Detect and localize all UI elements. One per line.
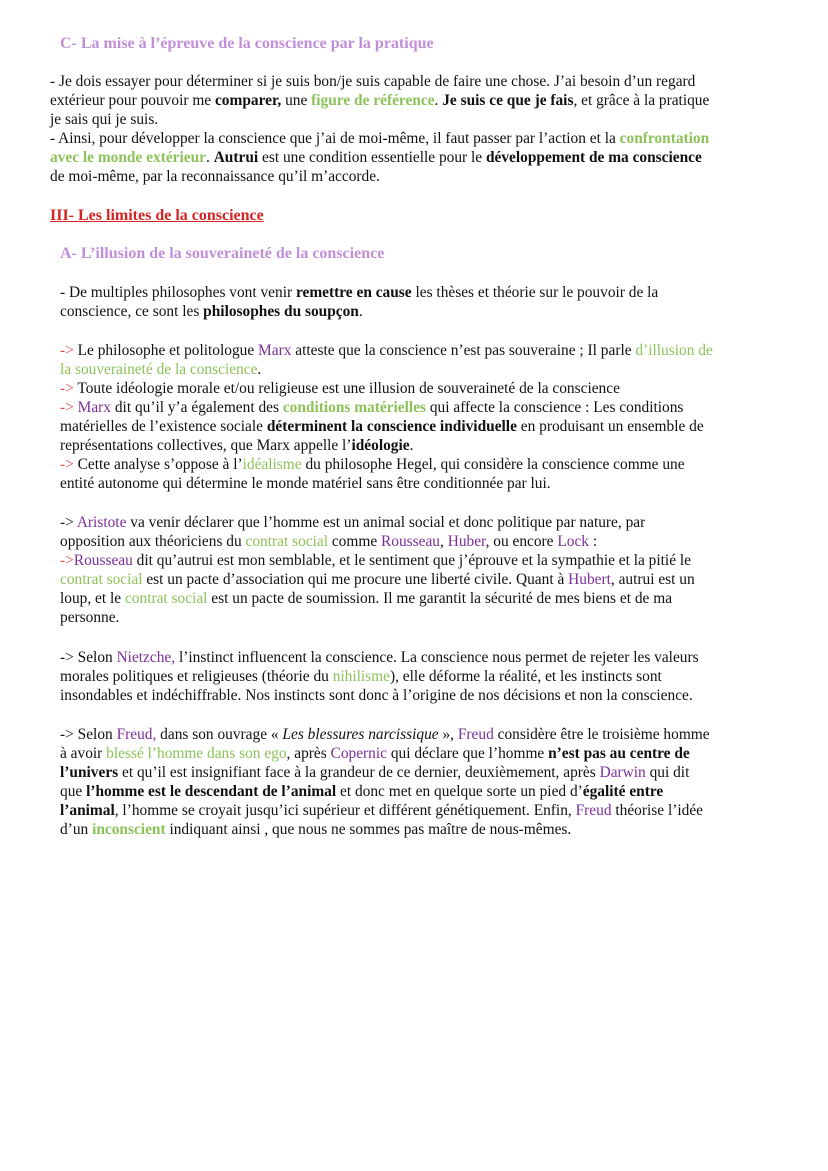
text-run: -> (60, 514, 77, 531)
text-line (50, 110, 158, 129)
text-run-p: Rousseau (381, 533, 440, 550)
text-run-g: contrat social (124, 590, 208, 607)
text-run-b: remettre en cause (295, 284, 412, 301)
text-run: morales politiques et religieuses (théorie du (60, 668, 333, 685)
text-run-b: développement de ma conscience (485, 149, 702, 166)
text-run: , après (286, 745, 331, 762)
text-run: , autrui est un (610, 571, 695, 588)
text-line (60, 820, 571, 839)
text-line (60, 417, 704, 436)
text-line (60, 379, 620, 398)
text-line (60, 360, 261, 379)
text-run: je sais qui je suis. (50, 111, 159, 128)
text-run: une (281, 92, 312, 109)
text-run: . (205, 149, 214, 166)
text-run-p: Huber (447, 533, 486, 550)
text-line (60, 744, 690, 763)
text-run: opposition aux théoriciens du (60, 533, 246, 550)
text-run-i: Les blessures narcissique (282, 726, 439, 743)
text-run-p: Darwin (599, 764, 646, 781)
text-run: loup, et le (60, 590, 125, 607)
text-run: qui affecte la conscience : Les conditions (426, 399, 684, 416)
text-run-b: déterminent la conscience individuelle (266, 418, 517, 435)
text-run-g: d’illusion de (635, 342, 713, 359)
text-line (60, 667, 662, 686)
text-run-b: comparer, (214, 92, 282, 109)
text-run-g: idéalisme (242, 456, 302, 473)
text-line (60, 782, 663, 801)
text-run: . (409, 437, 414, 454)
text-run: - Je dois essayer pour déterminer si je suis bon/je suis capable de faire une chose. J’ai besoin d’un regard (50, 73, 696, 90)
text-run-p: Freud, (116, 726, 157, 743)
text-run-gb: avec le monde extérieur (50, 149, 206, 166)
text-run: . (434, 92, 443, 109)
text-run-gb: conditions matérielles (282, 399, 427, 416)
text-run: dit qu’autrui est mon semblable, et le sentiment que j’éprouve et la sympathie et la pitié le (132, 552, 691, 569)
text-run-p: Lock (557, 533, 589, 550)
text-run-g: nihilisme (332, 668, 390, 685)
text-run-b: égalité entre (582, 783, 664, 800)
text-run-p: Freud (575, 802, 612, 819)
text-run-r: -> (60, 456, 78, 473)
text-run: . (358, 303, 363, 320)
text-run-g: contrat social (60, 571, 143, 588)
text-run: indiquant ainsi , que nous ne sommes pas maître de nous-mêmes. (165, 821, 572, 838)
text-run-gb: inconscient (92, 821, 166, 838)
text-run: à avoir (60, 745, 107, 762)
text-run-p: Freud (457, 726, 494, 743)
text-run-r: -> (60, 399, 78, 416)
text-line (50, 72, 695, 91)
text-run: , et grâce à la pratique (573, 92, 710, 109)
text-line (50, 91, 709, 110)
text-run-p: Aristote (76, 514, 127, 531)
text-run-g: la souveraineté de la conscience (60, 361, 258, 378)
text-run: du philosophe Hegel, qui considère la conscience comme une (301, 456, 685, 473)
text-run-b: idéologie (351, 437, 410, 454)
text-run: : (588, 533, 598, 550)
text-run-gb: confrontation (619, 130, 710, 147)
text-line (50, 129, 709, 148)
text-run-p: Rousseau (73, 552, 133, 569)
text-run: qui dit (645, 764, 690, 781)
text-run: insondables et indéchiffrable. Nos instincts sont donc à l’origine de nos décisions et non la conscience. (60, 687, 693, 704)
text-run: , l’homme se croyait jusqu’ici supérieur et différent génétiquement. Enfin, (114, 802, 576, 819)
text-run: l’instinct influencent la conscience. La conscience nous permet de rejeter les valeurs (175, 649, 699, 666)
text-run: va venir déclarer que l’homme est un animal social et donc politique par nature, par (126, 514, 646, 531)
text-line (60, 455, 685, 474)
text-run-b: n’est pas au centre de (548, 745, 690, 762)
text-run: personne. (60, 609, 120, 626)
text-run-g: blessé l’homme dans son ego (106, 745, 287, 762)
text-run: , ou encore (485, 533, 558, 550)
text-run: considère être le troisième homme (493, 726, 710, 743)
text-run: , (440, 533, 448, 550)
text-run: -> Selon (60, 726, 117, 743)
text-run-b: philosophes du soupçon (203, 303, 359, 320)
text-run-p: Copernic (330, 745, 387, 762)
text-line (60, 341, 713, 360)
text-run: comme (328, 533, 381, 550)
text-run-p: Marx (258, 342, 292, 359)
text-run: les thèses et théorie sur le pouvoir de la (411, 284, 659, 301)
text-line (60, 801, 703, 820)
text-run: que (60, 783, 87, 800)
text-line (60, 302, 363, 321)
text-run: de moi-même, par la reconnaissance qu’il m’accorde. (50, 168, 380, 185)
text-run-b: l’univers (60, 764, 119, 781)
text-run: Cette analyse s’oppose à l’ (77, 456, 243, 473)
text-run: Le philosophe et politologue (77, 342, 259, 359)
text-run-b: l’animal (60, 802, 115, 819)
text-run-b: Je suis ce que je fais (442, 92, 574, 109)
text-run: - Ainsi, pour développer la conscience que j’ai de moi-même, il faut passer par l’action et la (50, 130, 620, 147)
text-line (60, 608, 119, 627)
text-run: est un pacte de soumission. Il me garantit la sécurité de mes biens et de ma (207, 590, 673, 607)
text-run-b: Autrui (213, 149, 259, 166)
text-line (60, 283, 658, 302)
text-line (60, 474, 551, 493)
text-run: représentations collectives, que Marx appelle l’ (60, 437, 352, 454)
text-run: atteste que la conscience n’est pas souveraine ; Il parle (291, 342, 636, 359)
text-run: entité autonome qui détermine le monde matériel sans être conditionnée par lui. (60, 475, 551, 492)
text-line (60, 725, 710, 744)
text-run-p: Nietzche, (116, 649, 176, 666)
text-line (60, 551, 691, 570)
text-line (60, 763, 689, 782)
text-run: Toute idéologie morale et/ou religieuse est une illusion de souveraineté de la conscience (77, 380, 620, 397)
heading-section-c: C- La mise à l’épreuve de la conscience par la pratique (60, 35, 434, 52)
text-line (60, 398, 683, 417)
text-run: extérieur pour pouvoir me (50, 92, 215, 109)
text-line (60, 532, 597, 551)
heading-part-iii: III- Les limites de la conscience (50, 207, 264, 224)
text-run: -> Selon (60, 649, 117, 666)
text-line (50, 148, 702, 167)
text-run: d’un (60, 821, 93, 838)
text-run: est un pacte d’association qui me procure une liberté civile. Quant à (142, 571, 569, 588)
text-run-p: Hubert (568, 571, 611, 588)
text-run-r: -> (60, 342, 78, 359)
text-run: et qu’il est insignifiant face à la grandeur de ce dernier, deuxièmement, après (118, 764, 600, 781)
text-run-p: Marx (77, 399, 111, 416)
text-line (60, 436, 413, 455)
text-run: qui déclare que l’homme (386, 745, 549, 762)
heading-section-a: A- L’illusion de la souveraineté de la conscience (60, 245, 385, 262)
text-run: . (257, 361, 262, 378)
text-run: dans son ouvrage « (156, 726, 283, 743)
text-run: conscience, ce sont les (60, 303, 204, 320)
text-run-b: l’homme est le descendant de l’animal (86, 783, 337, 800)
text-line (60, 686, 693, 705)
text-line (60, 589, 672, 608)
text-line (60, 570, 695, 589)
text-line (50, 167, 380, 186)
text-run-gb: figure de référence (311, 92, 435, 109)
text-run: est une condition essentielle pour le (258, 149, 486, 166)
text-run-r: -> (60, 380, 78, 397)
text-run: - De multiples philosophes vont venir (60, 284, 296, 301)
text-line (60, 648, 699, 667)
text-line (60, 513, 645, 532)
text-run-g: contrat social (245, 533, 328, 550)
text-run-r: -> (60, 552, 74, 569)
text-run: ), elle déforme la réalité, et les instincts sont (389, 668, 662, 685)
text-run: et donc met en quelque sorte un pied d’ (336, 783, 583, 800)
text-run: matérielles de l’existence sociale (60, 418, 267, 435)
text-run: en produisant un ensemble de (516, 418, 704, 435)
text-run: théorise l’idée (611, 802, 703, 819)
text-run: dit qu’il y’a également des (111, 399, 283, 416)
text-run: », (438, 726, 458, 743)
